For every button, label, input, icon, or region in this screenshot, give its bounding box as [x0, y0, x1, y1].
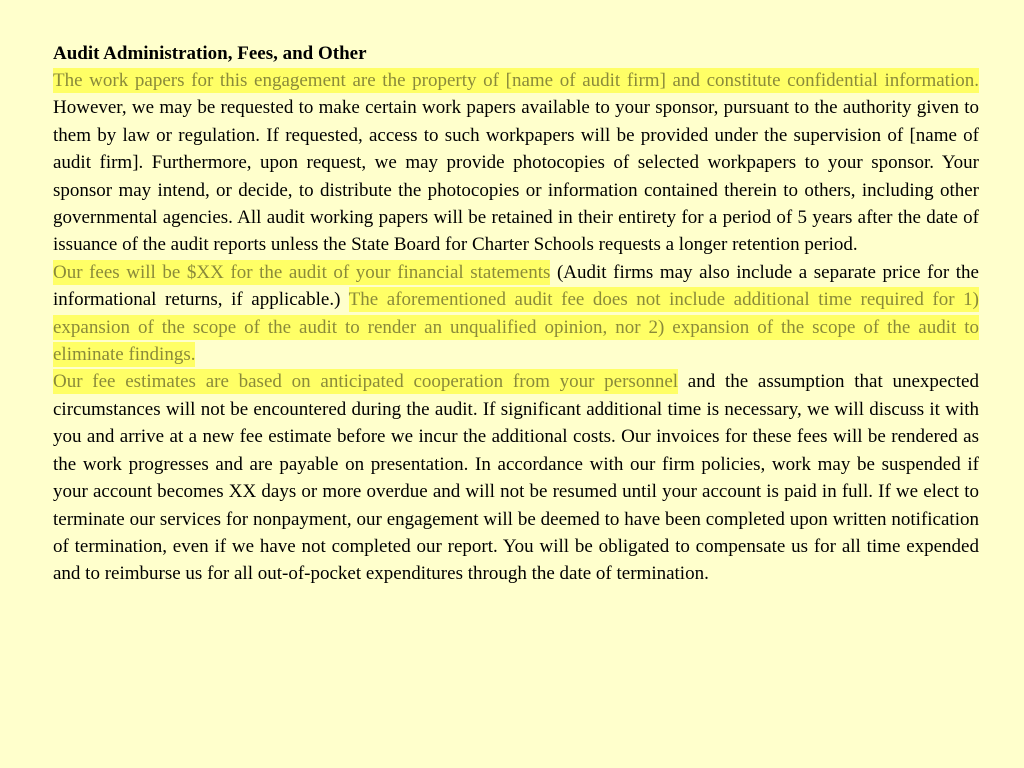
- highlighted-text: The work papers for this engagement are the property of [name of audit firm] and constitute confidential information.: [53, 70, 979, 91]
- highlighted-text: Our fees will be $XX for the audit of your financial statements: [53, 261, 551, 283]
- paragraph-work-papers: [53, 67, 979, 259]
- highlighted-text: Our fee estimates are based on anticipated cooperation from your personnel: [53, 371, 679, 393]
- paragraph-fees: [53, 259, 979, 369]
- paragraph-fee-estimates: [53, 368, 979, 587]
- paragraph-text: However, we may be requested to make certain work papers available to your sponsor, pursuant to the authority given to them by law or regulation. If requested, access to such workpapers will be provided under the supervision of [name of audit firm]. Furthermore, upon request, we may provide photocopies of selected workpapers to your sponsor. Your sponsor may intend, or decide, to distribute the photocopies or information contained therein to others, including other governmental agencies. All audit working papers will be retained in their entirety for a period of 5 years after the date of issuance of the audit reports unless the State Board for Charter Schools requests a longer retention period.: [53, 97, 979, 256]
- paragraph-text: (Audit firms may also include a separate price for the informational returns, if applicable.): [53, 261, 979, 311]
- highlighted-text: The aforementioned audit fee does not include additional time required for 1) expansion of the scope of the audit to render an unqualified opinion, nor 2) expansion of the scope of the audit to eliminate findings.: [53, 289, 979, 366]
- paragraph-text: and the assumption that unexpected circumstances will not be encountered during the audit. If significant additional time is necessary, we will discuss it with you and arrive at a new fee estimate before we incur the additional costs. Our invoices for these fees will be rendered as the work progresses and are payable on presentation. In accordance with our firm policies, work may be suspended if your account becomes XX days or more overdue and will not be resumed until your account is paid in full. If we elect to terminate our services for nonpayment, our engagement will be deemed to have been completed upon written notification of termination, even if we have not completed our report. You will be obligated to compensate us for all time expended and to reimburse us for all out-of-pocket expenditures through the date of termination.: [53, 371, 979, 585]
- document-title: Audit Administration, Fees, and Other: [53, 43, 367, 64]
